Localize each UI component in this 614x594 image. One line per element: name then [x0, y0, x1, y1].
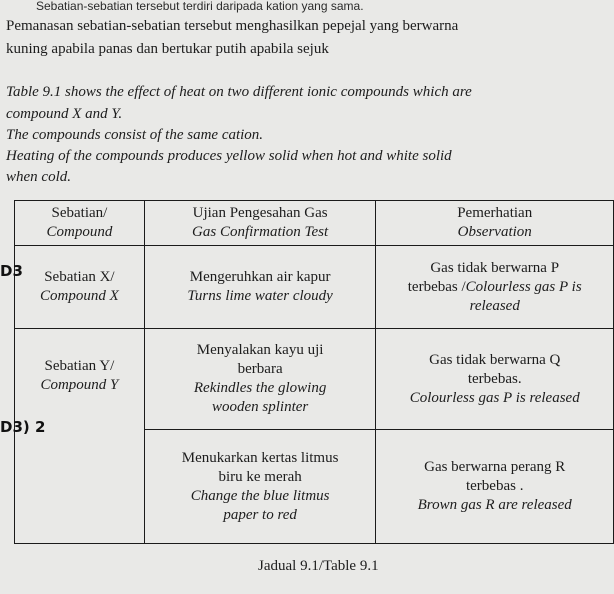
header-compound-en: Compound [46, 224, 113, 240]
obs-ms-line: Gas tidak berwarna P [430, 259, 560, 276]
test-cell [144, 246, 376, 329]
cut-off-header-line: Sebatian-sebatian tersebut terdiri daripada kation yang sama. [36, 0, 364, 13]
obs-en-line: released [469, 297, 520, 314]
compound-y-en: Compound Y [40, 377, 119, 393]
english-paragraph-line-5: when cold. [6, 169, 71, 185]
table-row [15, 329, 614, 430]
header-gas-test [144, 201, 376, 246]
header-observation-en: Observation [457, 224, 532, 240]
handwritten-mark-d3: D3 [0, 262, 23, 280]
test-en-line: Turns lime water cloudy [187, 288, 333, 304]
obs-en-line: Colourless gas P is released [409, 389, 580, 406]
malay-paragraph-line-1: Pemanasan sebatian-sebatian tersebut menghasilkan pepejal yang berwarna [6, 18, 459, 34]
obs-en-line: Brown gas R are released [417, 497, 572, 513]
test-ms-line: Menukarkan kertas litmus [181, 449, 339, 466]
test-ms-line: Menyalakan kayu uji [196, 342, 324, 358]
compound-x-cell [15, 246, 145, 329]
test-ms-line: berbara [237, 361, 283, 377]
handwritten-mark-d3-2: D3) 2 [0, 418, 46, 436]
observation-cell [376, 430, 614, 544]
test-en-line: paper to red [223, 506, 297, 523]
header-compound-ms: Sebatian/ [51, 205, 108, 221]
header-compound [15, 201, 145, 246]
test-cell [144, 430, 376, 544]
test-ms-line: Mengeruhkan air kapur [189, 269, 331, 285]
table-9-1 [14, 200, 614, 544]
english-paragraph-line-1: Table 9.1 shows the effect of heat on two different ionic compounds which are [6, 84, 472, 100]
test-en-line: wooden splinter [212, 399, 309, 415]
header-observation [376, 201, 614, 246]
english-paragraph-line-2: compound X and Y. [6, 106, 123, 122]
compound-y-ms: Sebatian Y/ [44, 358, 115, 374]
obs-ms-line: Gas berwarna perang R [424, 459, 566, 475]
header-gas-test-ms: Ujian Pengesahan Gas [192, 205, 328, 221]
test-en-line: Change the blue litmus [190, 487, 330, 504]
test-en-line: Rekindles the glowing [193, 380, 327, 396]
header-observation-ms: Pemerhatian [457, 205, 533, 221]
compound-y-cell [15, 329, 145, 544]
observation-cell [376, 246, 614, 329]
observation-cell [376, 329, 614, 430]
test-ms-line: biru ke merah [218, 468, 302, 485]
obs-ms-line: terbebas . [465, 478, 524, 494]
obs-ms-line: terbebas / [407, 278, 466, 295]
obs-ms-line: Gas tidak berwarna Q [429, 351, 561, 368]
table-caption: Jadual 9.1/Table 9.1 [258, 558, 379, 574]
malay-paragraph-line-2: kuning apabila panas dan bertukar putih apabila sejuk [6, 41, 329, 57]
compound-x-en: Compound X [40, 288, 119, 304]
english-paragraph-line-4: Heating of the compounds produces yellow solid when hot and white solid [6, 148, 452, 164]
obs-ms-line: terbebas. [467, 370, 522, 387]
header-gas-test-en: Gas Confirmation Test [192, 224, 329, 240]
compound-x-ms: Sebatian X/ [44, 269, 115, 285]
obs-en-line: Colourless gas P is [465, 278, 582, 295]
english-paragraph-line-3: The compounds consist of the same cation. [6, 127, 264, 143]
table-row [15, 246, 614, 329]
table-header-row [15, 201, 614, 246]
test-cell [144, 329, 376, 430]
